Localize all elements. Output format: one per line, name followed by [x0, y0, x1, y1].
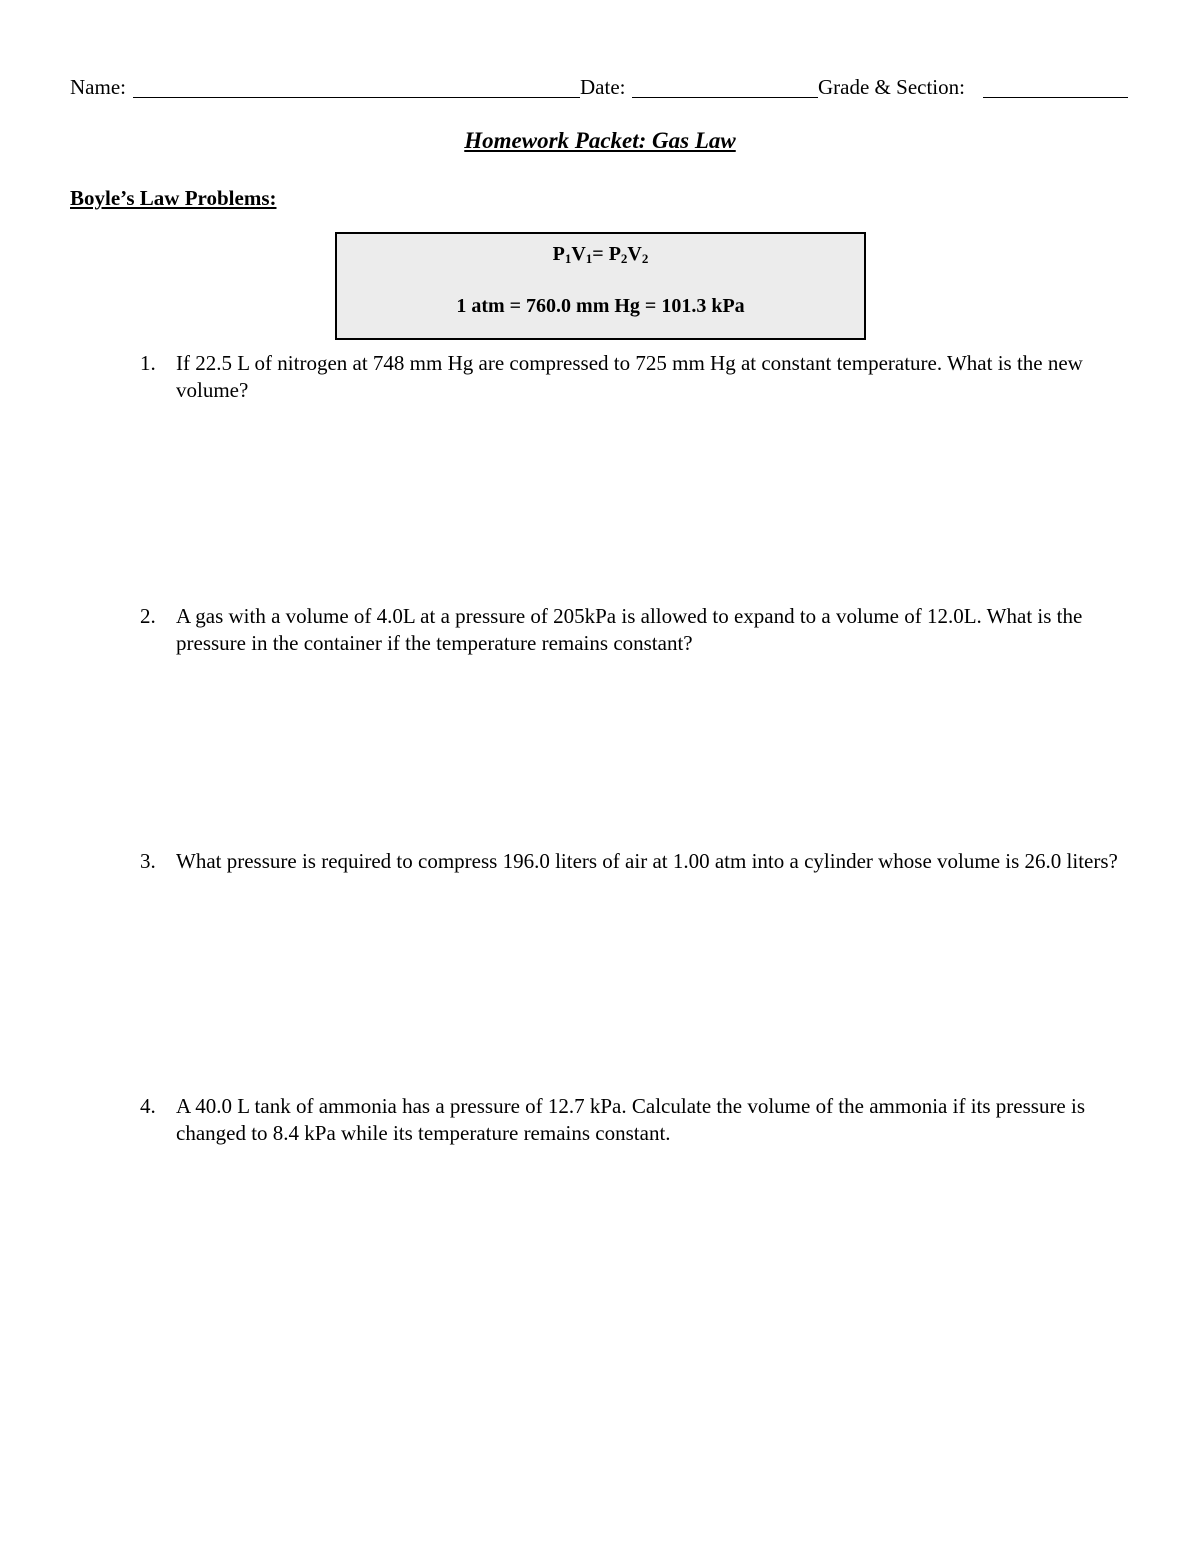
problem-text: A 40.0 L tank of ammonia has a pressure of 12.7 kPa. Calculate the volume of the ammonia if its pressure is changed to 8.4 kPa while its temperature remains constant.	[176, 1094, 1086, 1145]
problem-text: What pressure is required to compress 196.0 liters of air at 1.00 atm into a cylinder whose volume is 26.0 liters?	[176, 849, 1118, 873]
problem-number: 2.	[140, 604, 156, 628]
name-blank-line[interactable]	[133, 97, 580, 98]
boyles-law-formula: $P_1V_1= P_2V_2$	[552, 243, 649, 266]
grade-section-blank-line[interactable]	[983, 97, 1128, 98]
problem-number: 1.	[140, 351, 156, 375]
grade-section-label: Grade & Section:	[818, 75, 965, 99]
date-blank-line[interactable]	[632, 97, 818, 98]
student-info-header	[70, 73, 1128, 101]
pressure-conversion: 1 atm = 760.0 mm Hg = 101.3 kPa	[456, 295, 745, 317]
problem-number: 4.	[140, 1094, 156, 1118]
problem-text: A gas with a volume of 4.0L at a pressure of 205kPa is allowed to expand to a volume of 12.0L. What is the pressure in the container if the temperature remains constant?	[176, 604, 1083, 655]
date-label: Date:	[580, 75, 626, 99]
name-label: Name:	[70, 75, 126, 99]
section-heading: Boyle’s Law Problems:	[70, 186, 277, 210]
formula-box	[335, 232, 866, 340]
problem-text: If 22.5 L of nitrogen at 748 mm Hg are compressed to 725 mm Hg at constant temperature. What is the new volume?	[176, 351, 1083, 402]
page-title: Homework Packet: Gas Law	[464, 128, 736, 153]
problem-number: 3.	[140, 849, 156, 873]
